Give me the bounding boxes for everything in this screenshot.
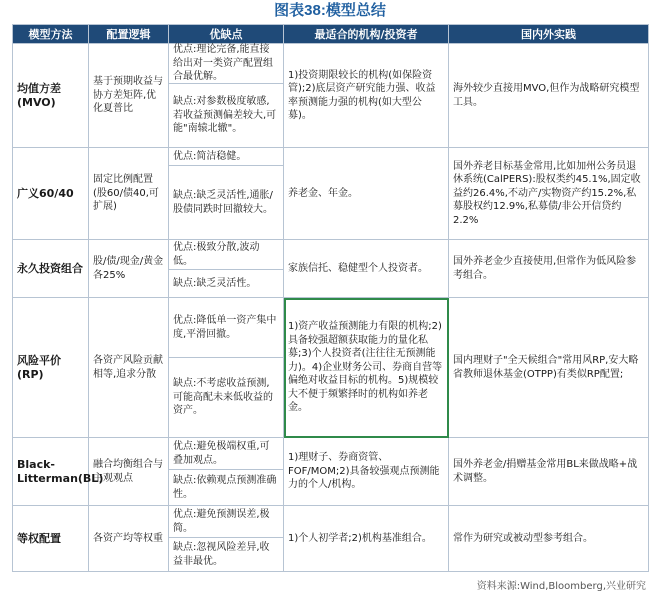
model-summary-table [12,24,649,572]
header-method: 模型方法 [13,25,89,44]
method-cell: 广义60/40 [13,148,89,240]
figure-title: 图表38:模型总结 [274,2,386,19]
cons-text: 缺点:依赖观点预测准确性。 [173,475,277,500]
suitable-cell: 1)理财子、券商资管、FOF/MOM;2)具备较强观点预测能力的个人/机构。 [284,438,449,506]
pros-cons-cell [169,438,284,506]
method-cell: 永久投资组合 [13,240,89,298]
logic-cell: 固定比例配置(股60/债40,可扩展) [89,148,169,240]
logic-cell: 各资产风险贡献相等,追求分散 [89,298,169,438]
header-logic: 配置逻辑 [89,25,169,44]
pros-text: 优点:简洁稳健。 [169,148,283,166]
table-row [13,298,649,438]
practice-cell: 国外养老目标基金常用,比如加州公务员退休系统(CalPERS):股权类约45.1%,固定收益约26.4%,不动产/实物资产约15.2%,私募股权约12.9%,私募债/非公开信贷约2.2% [449,148,649,240]
header-pros-cons: 优缺点 [169,25,284,44]
pros-cons-cell [169,148,284,240]
suitable-cell: 养老金、年金。 [284,148,449,240]
cons-text: 缺点:缺乏灵活性,通胀/股债同跌时回撤较大。 [173,190,273,215]
cons-text: 缺点:对参数极度敏感,若收益预测偏差较大,可能"南辕北辙"。 [173,96,277,135]
logic-cell: 各资产均等权重 [89,506,169,572]
header-row [13,25,649,44]
table-row [13,44,649,148]
pros-text: 优点:避免极端权重,可叠加观点。 [169,438,283,470]
practice-cell: 常作为研究或被动型参考组合。 [449,506,649,572]
pros-cons-cell [169,44,284,148]
logic-cell: 融合均衡组合与主观观点 [89,438,169,506]
practice-cell: 海外较少直接用MVO,但作为战略研究模型工具。 [449,44,649,148]
suitable-merged-cell: 1)资产收益预测能力有限的机构;2)具备较强超额获取能力的量化私募;3)个人投资者(注往往无预测能力)。4)企业财务公司、券商自营等偏绝对收益目标的机构。5)规模较大不便于频繁择时的机构如养老金。 [284,298,449,438]
source-note: 资料来源:Wind,Bloomberg,兴业研究 [476,581,646,592]
pros-text: 优点:理论完备,能直接给出对一类资产配置组合最优解。 [169,44,283,84]
pros-text: 优点:降低单一资产集中度,平滑回撤。 [169,298,283,358]
practice-cell: 国外养老金少直接使用,但常作为低风险参考组合。 [449,240,649,298]
table-row [13,506,649,572]
logic-cell: 基于预期收益与协方差矩阵,优化夏普比 [89,44,169,148]
cons-text: 缺点:缺乏灵活性。 [173,277,257,289]
pros-text: 优点:避免预测误差,极简。 [169,506,283,538]
pros-text: 优点:极致分散,波动低。 [169,240,283,270]
pros-cons-cell [169,506,284,572]
table-row [13,438,649,506]
method-cell: 风险平价(RP) [13,298,89,438]
pros-cons-cell [169,240,284,298]
practice-cell: 国外养老金/捐赠基金常用BL来做战略+战术调整。 [449,438,649,506]
table-row [13,148,649,240]
header-practice: 国内外实践 [449,25,649,44]
table-row [13,240,649,298]
method-cell: Black-Litterman(BL) [13,438,89,506]
suitable-cell: 1)投资期限较长的机构(如保险资管);2)底层资产研究能力强、收益率预测能力强的机构(如大型公募)。 [284,44,449,148]
suitable-cell: 1)个人初学者;2)机构基准组合。 [284,506,449,572]
cons-text: 缺点:忽视风险差异,收益非最优。 [173,542,270,567]
logic-cell: 股/债/现金/黄金各25% [89,240,169,298]
method-cell: 等权配置 [13,506,89,572]
pros-cons-cell [169,298,284,438]
method-cell: 均值方差(MVO) [13,44,89,148]
practice-cell: 国内理财子"全天候组合"常用风RP,安大略省教师退休基金(OTPP)有类似RP配置; [449,298,649,438]
suitable-cell: 家族信托、稳健型个人投资者。 [284,240,449,298]
header-suitable: 最适合的机构/投资者 [284,25,449,44]
cons-text: 缺点:不考虑收益预测,可能高配未来低收益的资产。 [173,378,273,417]
